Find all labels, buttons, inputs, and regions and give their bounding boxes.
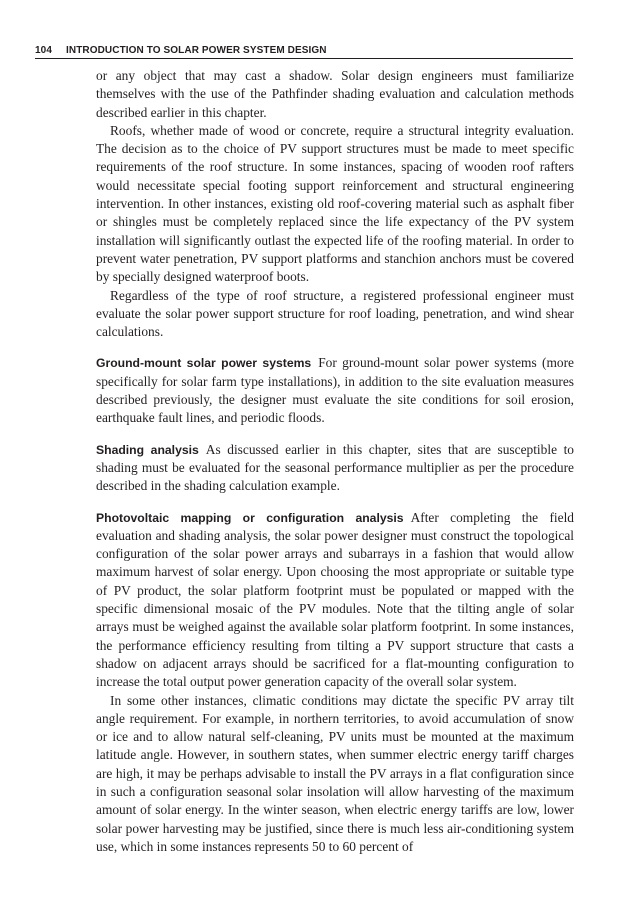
paragraph-text: After completing the field evaluation and shading analysis, the solar power designer must construct the topological configuration of the solar power arrays and subarrays in a fashion that would allow maximum harvest of solar energy. Upon choosing the most appropriate or suitable type of PV product, the solar platform footprint must be populated or mapped with the specific dimensional mosaic of the PV modules. Note that the tilting angle of solar arrays must be weighed against the available solar platform footprint. In some instances, the performance efficiency resulting from tilting a PV support structure that casts a shadow on adjacent arrays should be sacrificed for a flat-mounting configuration to increase the total output power generation capacity of the overall solar system. <box>96 509 574 690</box>
running-title: INTRODUCTION TO SOLAR POWER SYSTEM DESIGN <box>66 45 327 56</box>
run-in-heading: Shading analysis <box>96 442 199 457</box>
paragraph <box>96 122 574 287</box>
paragraph-text: For ground-mount solar power systems (more specifically for solar farm type installations), in addition to the site evaluation measures described previously, the designer must evaluate the site conditions for soil erosion, earthquake fault lines, and periodic floods. <box>96 355 574 426</box>
section-ground-mount <box>96 354 574 427</box>
paragraph-text: In some other instances, climatic conditions may dictate the specific PV array tilt angle requirement. For example, in northern territories, to avoid accumulation of snow or ice and to allow natural self-cleaning, PV units must be mounted at the maximum latitude angle. However, in southern states, when summer electric energy tariff charges are high, it may be perhaps advisable to install the PV arrays in a flat configuration since in such a configuration seasonal solar insolation will allow harvesting of the maximum amount of solar energy. In the winter season, when electric energy tariffs are low, lower solar power harvesting may be justified, since there is much less air-conditioning system use, which in some instances represents 50 to 60 percent of <box>96 692 574 854</box>
section-shading-analysis <box>96 441 574 496</box>
paragraph-text: Roofs, whether made of wood or concrete, require a structural integrity evaluation. The decision as to the choice of PV support structures must be made to meet specific requirements of the roof structure. In some instances, spacing of wooden roof rafters would necessitate special footing support reinforcement and structural engineering intervention. In other instances, existing old roof-covering material such as asphalt fiber or shingles must be completely replaced since the life expectancy of the PV system installation will significantly outlast the expected life of the roofing material. In order to prevent water penetration, PV support platforms and stanchion anchors must be covered by specially designed waterproof boots. <box>96 122 574 285</box>
paragraph-text: As discussed earlier in this chapter, sites that are susceptible to shading must be evaluated for the seasonal performance multiplier as per the procedure described in the shading calculation example. <box>96 441 574 494</box>
paragraph <box>96 692 574 857</box>
running-header <box>35 45 573 59</box>
section-pv-mapping <box>96 509 574 692</box>
run-in-heading: Ground-mount solar power systems <box>96 356 312 371</box>
paragraph <box>96 287 574 342</box>
paragraph-text: or any object that may cast a shadow. Solar design engineers must familiarize themselves with the use of the Pathfinder shading evaluation and calculation methods described earlier in this chapter. <box>96 68 574 120</box>
paragraph-text: Regardless of the type of roof structure, a registered professional engineer must evaluate the solar power support structure for roof loading, penetration, and wind shear calculations. <box>96 287 574 340</box>
body-text <box>96 67 574 856</box>
page-number: 104 <box>35 45 52 56</box>
run-in-heading: Photovoltaic mapping or configuration analysis <box>96 510 404 525</box>
paragraph <box>96 67 574 122</box>
